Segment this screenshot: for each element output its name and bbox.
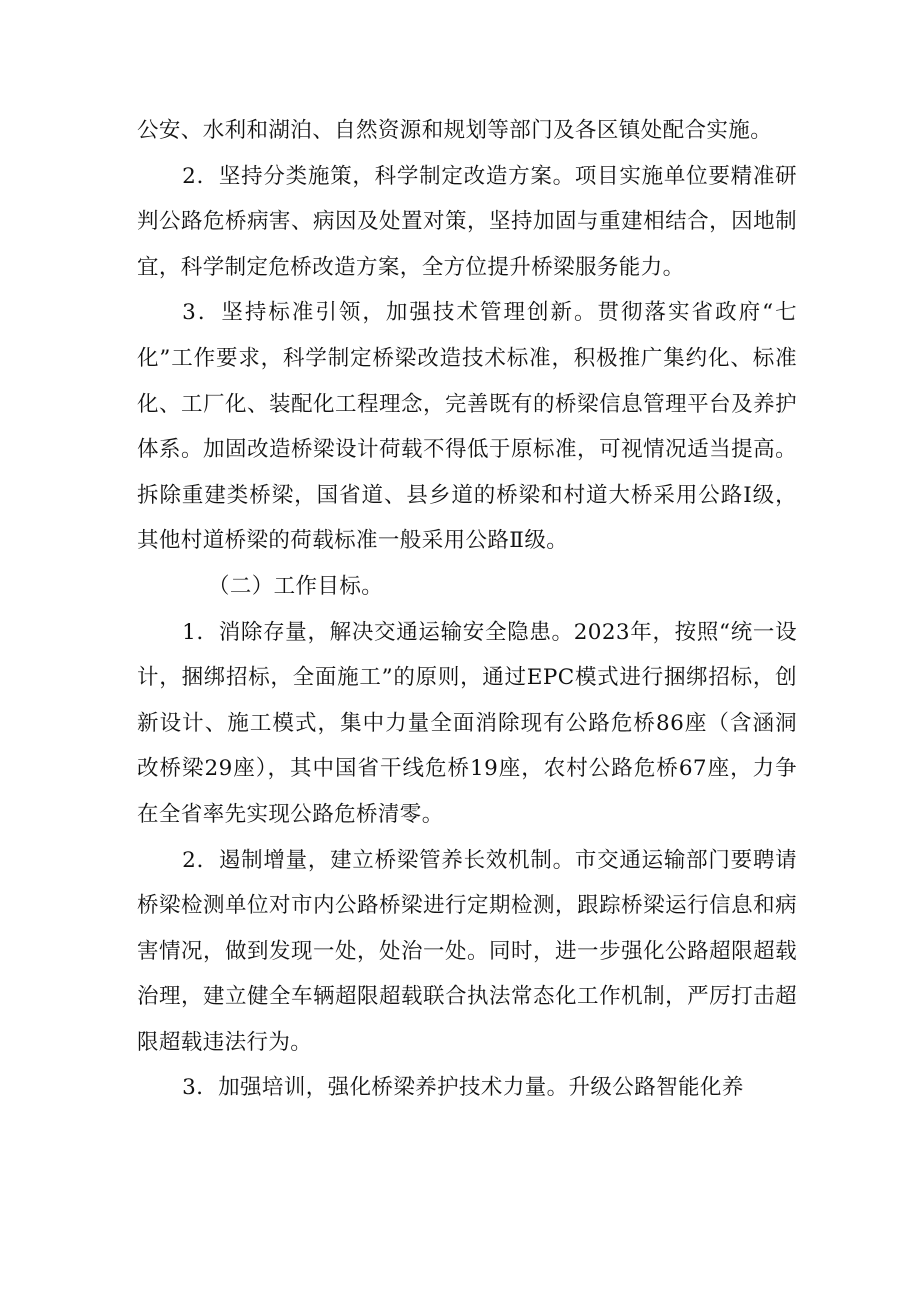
paragraph-item-2-classification: 2．坚持分类施策，科学制定改造方案。项目实施单位要精准研判公路危桥病害、病因及处置对策，坚持加固与重建相结合，因地制宜，科学制定危桥改造方案，全方位提升桥梁服务能力。	[137, 163, 797, 280]
paragraph-item-1-eliminate-stock: 1．消除存量，解决交通运输安全隐患。2023年，按照“统一设计，捆绑招标，全面施工”的原则，通过EPC模式进行捆绑招标，创新设计、施工模式，集中力量全面消除现有公路危桥86座（含涵洞改桥梁29座），其中国省干线危桥19座，农村公路危桥67座，力争在全省率先实现公路危桥清零。	[137, 619, 797, 827]
document-body	[137, 108, 797, 1111]
section-heading-work-goals: （二）工作目标。	[207, 573, 384, 599]
paragraph-continuation: 公安、水利和湖泊、自然资源和规划等部门及各区镇处配合实施。	[137, 118, 773, 143]
paragraph-item-3-training: 3．加强培训，强化桥梁养护技术力量。升级公路智能化养	[182, 1075, 744, 1101]
paragraph-item-2-curb-increment: 2．遏制增量，建立桥梁管养长效机制。市交通运输部门要聘请桥梁检测单位对市内公路桥梁进行定期检测，跟踪桥梁运行信息和病害情况，做到发现一处，处治一处。同时，进一步强化公路超限超载治理，建立健全车辆超限超载联合执法常态化工作机制，严厉打击超限超载违法行为。	[137, 847, 797, 1055]
paragraph-item-3-standards: 3．坚持标准引领，加强技术管理创新。贯彻落实省政府“七化”工作要求，科学制定桥梁改造技术标准，积极推广集约化、标准化、工厂化、装配化工程理念，完善既有的桥梁信息管理平台及养护体系。加固改造桥梁设计荷载不得低于原标准，可视情况适当提高。拆除重建类桥梁，国省道、县乡道的桥梁和村道大桥采用公路Ⅰ级，其他村道桥梁的荷载标准一般采用公路Ⅱ级。	[137, 300, 797, 554]
